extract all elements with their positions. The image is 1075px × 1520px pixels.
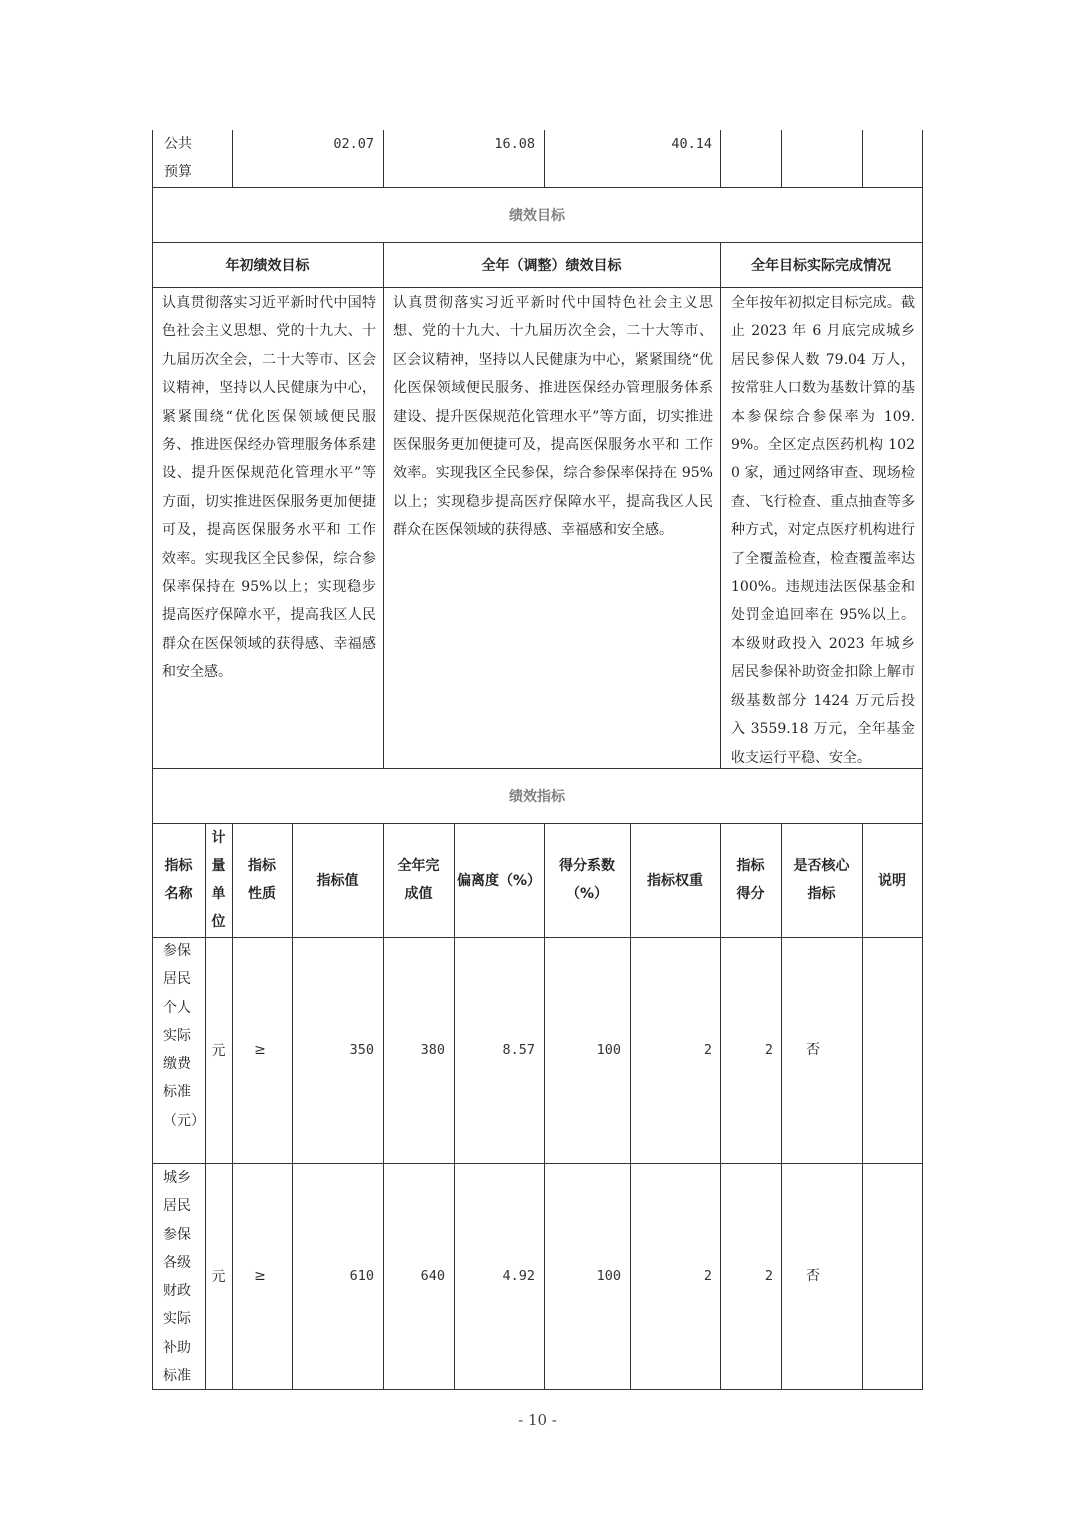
indicator-actual: 640 [420,1268,445,1284]
indicator-score: 2 [764,1268,773,1284]
indicator-core: 否 [806,1042,820,1058]
header-indicator-name: 指标名称 [164,858,193,902]
header-deviation: 偏离度（%） [456,873,542,889]
indicators-section-title: 绩效指标 [509,788,565,805]
header-actual-value: 全年完成值 [397,858,440,902]
adjusted-goal-text: 认真贯彻落实习近平新时代中国特色社会主义思想、党的十九大、十九届历次全会，二十大等市、区会议精神，坚持以人民健康为中心，紧紧围绕“优化医保领域便民服务、推进医保经办管理服务体系建设、提升医保规范化管理水平”等方面，切实推进医保服务更加便捷可及，提高医保服务水平和 工作效率。实现我区全民参保，综合参保率保持在 95%以上；实现稳步提高医疗保障水平，提高我区人民群众在医保领域的获得感、幸福感和安全感。 [393,295,713,539]
indicator-note [862,1163,922,1389]
indicator-unit: 元 [211,1043,226,1059]
top-row-value-2: 16.08 [494,136,535,152]
header-target-value: 指标值 [316,873,359,889]
indicator-unit: 元 [211,1269,226,1285]
indicator-deviation: 4.92 [502,1268,535,1284]
header-actual-completion: 全年目标实际完成情况 [751,257,891,274]
actual-completion-text: 全年按年初拟定目标完成。截止 2023 年 6 月底完成城乡居民参保人数 79.04 万人，按常驻人口数为基数计算的基本参保综合参保率为 109.9%。全区定点医药机构 1020 家，通过网络审查、现场检查、飞行检查、重点抽查等多种方式，对定点医疗机构进行了全覆盖检查，检查覆盖率达 100%。违规违法医保基金和处罚金追回率在 95%以上。本级财政投入 2023 年城乡居民参保补助资金扣除上解市级基数部分 1424 万元后投入 3559.18 万元，全年基金收支运行平稳、安全。 [731,295,915,766]
header-score: 指标得分 [736,858,765,902]
indicator-nature: ≥ [254,1042,266,1058]
indicator-coef: 100 [596,1042,621,1058]
header-initial-goal: 年初绩效目标 [225,257,310,274]
header-adjusted-goal: 全年（调整）绩效目标 [481,257,622,274]
indicator-target: 610 [349,1268,374,1284]
indicator-deviation: 8.57 [502,1042,535,1058]
header-note: 说明 [878,873,906,889]
header-unit: 计量单位 [211,830,226,930]
indicator-name: 参保居民个人实际缴费标准（元） [163,943,205,1129]
indicator-target: 350 [349,1042,374,1058]
goals-section-title: 绩效目标 [509,207,565,224]
page-number: - 10 - [518,1411,557,1429]
indicator-weight: 2 [703,1042,712,1058]
budget-type-label: 公共预算 [164,136,192,181]
indicator-coef: 100 [596,1268,621,1284]
indicator-weight: 2 [703,1268,712,1284]
header-score-coef: 得分系数（%） [559,858,615,902]
header-core-indicator: 是否核心指标 [793,858,850,902]
indicator-actual: 380 [420,1042,445,1058]
indicator-core: 否 [806,1268,820,1284]
top-row-value-3: 40.14 [671,136,712,152]
indicator-score: 2 [764,1042,773,1058]
initial-goal-text: 认真贯彻落实习近平新时代中国特色社会主义思想、党的十九大、十九届历次全会，二十大等市、区会议精神，坚持以人民健康为中心，紧紧围绕“优化医保领域便民服务、推进医保经办管理服务体系建设、提升医保规范化管理水平”等方面，切实推进医保服务更加便捷可及，提高医保服务水平和 工作效率。实现我区全民参保，综合参保率保持在 95%以上；实现稳步提高医疗保障水平，提高我区人民群众在医保领域的获得感、幸福感和安全感。 [162,295,376,681]
top-row-value-1: 02.07 [333,136,374,152]
indicator-nature: ≥ [254,1268,266,1284]
indicator-note [862,937,922,1163]
indicator-name: 城乡居民参保各级财政实际补助标准 [163,1170,191,1385]
header-nature: 指标性质 [248,858,276,902]
header-weight: 指标权重 [647,873,703,889]
